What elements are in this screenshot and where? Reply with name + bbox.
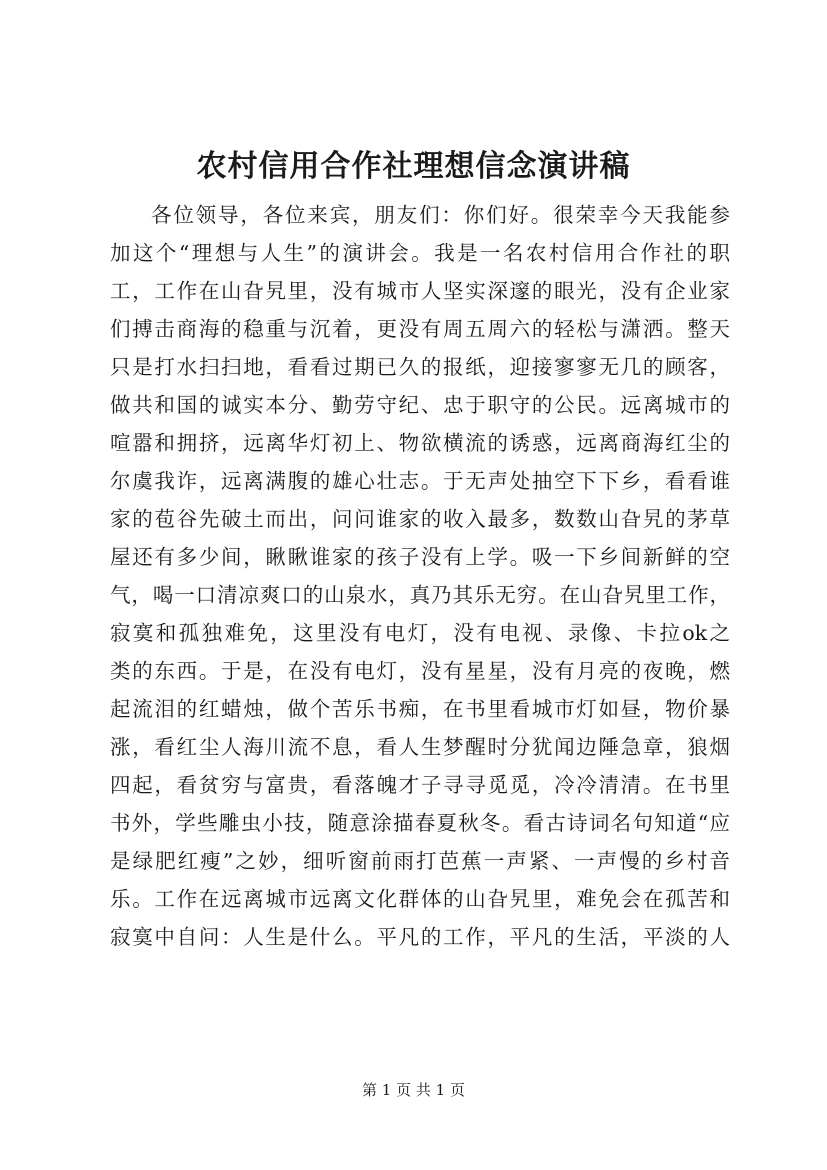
- body-line: 做共和国的诚实本分、勤劳守纪、忠于职守的公民。远离城市的: [110, 393, 730, 417]
- page-number-footer: 第 1 页 共 1 页: [362, 1081, 465, 1099]
- body-line: 工，工作在山旮旯里，没有城市人坚实深邃的眼光，没有企业家: [110, 279, 730, 303]
- body-line: 寂寞和孤独难免，这里没有电灯，没有电视、录像、卡拉ok之: [110, 621, 730, 645]
- body-line: 书外，学些雕虫小技，随意涂描春夏秋冬。看古诗词名句知道“应: [110, 811, 730, 835]
- body-line: 类的东西。于是，在没有电灯，没有星星，没有月亮的夜晚，燃: [110, 659, 730, 683]
- body-line: 是绿肥红瘦”之妙，细听窗前雨打芭蕉一声紧、一声慢的乡村音: [110, 849, 730, 873]
- body-line: 涨，看红尘人海川流不息，看人生梦醒时分犹闻边陲急章，狼烟: [110, 735, 730, 759]
- body-line: 乐。工作在远离城市远离文化群体的山旮旯里，难免会在孤苦和: [110, 887, 730, 911]
- body-line: 寂寞中自问：人生是什么。平凡的工作，平凡的生活，平淡的人: [110, 925, 730, 949]
- body-text: [110, 196, 730, 956]
- body-line: 各位领导，各位来宾，朋友们：你们好。很荣幸今天我能参: [151, 203, 730, 227]
- body-line: 起流泪的红蜡烛，做个苦乐书痴，在书里看城市灯如昼，物价暴: [110, 697, 730, 721]
- body-line: 只是打水扫扫地，看看过期已久的报纸，迎接寥寥无几的顾客，: [110, 355, 730, 379]
- document-title: 农村信用合作社理想信念演讲稿: [196, 149, 631, 184]
- body-line: 喧嚣和拥挤，远离华灯初上、物欲横流的诱惑，远离商海红尘的: [110, 431, 730, 455]
- body-line: 加这个“理想与人生”的演讲会。我是一名农村信用合作社的职: [110, 241, 730, 265]
- body-line: 们搏击商海的稳重与沉着，更没有周五周六的轻松与潇洒。整天: [110, 317, 730, 341]
- body-line: 气，喝一口清凉爽口的山泉水，真乃其乐无穷。在山旮旯里工作，: [110, 583, 730, 607]
- body-line: 四起，看贫穷与富贵，看落魄才子寻寻觅觅，冷冷清清。在书里: [110, 773, 730, 797]
- body-line: 家的苞谷先破土而出，问问谁家的收入最多，数数山旮旯的茅草: [110, 507, 730, 531]
- body-line: 屋还有多少间，瞅瞅谁家的孩子没有上学。吸一下乡间新鲜的空: [110, 545, 730, 569]
- body-line: 尔虞我诈，远离满腹的雄心壮志。于无声处抽空下下乡，看看谁: [110, 469, 730, 493]
